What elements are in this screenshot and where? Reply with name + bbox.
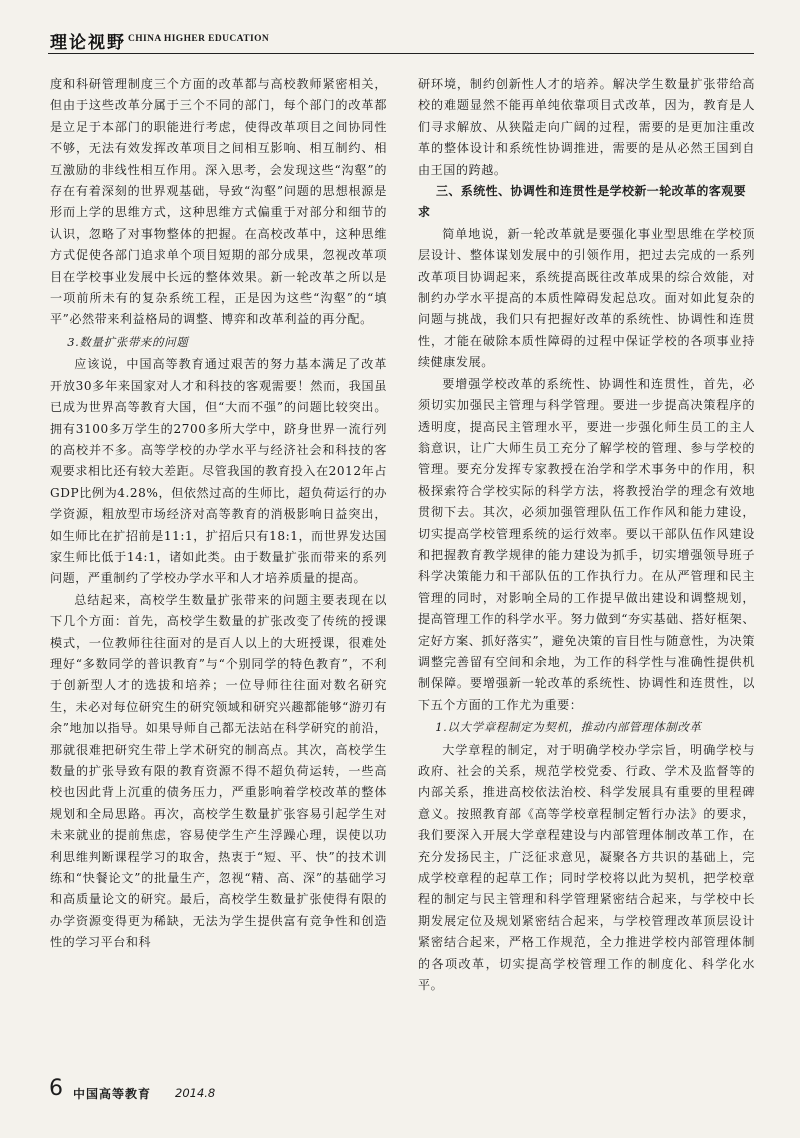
paragraph: 度和科研管理制度三个方面的改革都与高校教师紧密相关，但由于这些改革分属于三个不同的部门，每个部门的改革都是立足于本部门的职能进行考虑，使得改革项目之间协同性不够，无法有效发挥改革项目之间相互影响、相互制约、相互激励的非线性相互作用。深入思考，会发现这些“沟壑”的存在有着深刻的世界观基础，导致“沟壑”问题的思想根源是形而上学的思维方式，这种思维方式偏重于对部分和细节的认识，忽略了对事物整体的把握。在高校改革中，这种思维方式促使各部门追求单个项目短期的部分成果，忽视改革项目在学校事业发展中长远的整体效果。新一轮改革之所以是一项前所未有的复杂系统工程，正是因为这些“沟壑”的“填平”必然带来利益格局的调整、博弈和改革利益的再分配。 — [50, 77, 387, 327]
paragraph: 应该说，中国高等教育通过艰苦的努力基本满足了改革开放30多年来国家对人才和科技的客观需要！然而，我国虽已成为世界高等教育大国，但“大而不强”的问题比较突出。拥有3100多万学生的2700多所大学中，跻身世界一流行列的高校并不多。高等学校的办学水平与经济社会和科技的客观要求相比还有较大差距。尽管我国的教育投入在2012年占GDP比例为4.28%，但依然过高的生师比，超负荷运行的办学资源，粗放型市场经济对高等教育的消极影响日益突出，如生师比在扩招前是11:1，扩招后只有18:1，而世界发达国家生师比低于14:1，诸如此类。由于数量扩张而带来的系列问题，严重制约了学校办学水平和人才培养质量的提高。 — [50, 357, 387, 586]
subheading: 3.数量扩张带来的问题 — [67, 334, 189, 349]
paragraph: 大学章程的制定，对于明确学校办学宗旨，明确学校与政府、社会的关系，规范学校党委、行政、学术及监督等的内部关系，推进高校依法治校、科学发展具有重要的里程碑意义。按照教育部《高等学校章程制定暂行办法》的要求，我们要深入开展大学章程建设与内部管理体制改革工作，在充分发扬民主，广泛征求意见，凝聚各方共识的基础上，完成学校章程的起草工作；同时学校将以此为契机，把学校章程的制定与民主管理和科学管理紧密结合起来，与学校中长期发展定位及规划紧密结合起来，与学校管理改革顶层设计紧密结合起来，严格工作规范，全力推进学校内部管理体制的各项改革，切实提高学校管理工作的制度化、科学化水平。 — [418, 742, 755, 993]
journal-name: 中国高等教育 — [73, 1087, 152, 1101]
paragraph: 研环境，制约创新性人才的培养。解决学生数量扩张带给高校的难题显然不能再单纯依靠项目式改革，因为，教育是人们寻求解放、从狭隘走向广阔的过程，需要的是更加注重改革的整体设计和系统性协调推进，需要的是从必然王国到自由王国的跨越。 — [418, 77, 755, 177]
left-column — [50, 74, 387, 954]
paragraph: 简单地说，新一轮改革就是要强化事业型思维在学校顶层设计、整体谋划发展中的引领作用，把过去完成的一系列改革项目协调起来，系统提高既往改革成果的综合效能，对制约办学水平提高的本质性障碍发起总攻。面对如此复杂的问题与挑战，我们只有把握好改革的系统性、协调性和连贯性，才能在破除本质性障碍的过程中保证学校的各项事业持续健康发展。 — [418, 226, 755, 370]
journal-english-name: CHINA HIGHER EDUCATION — [128, 34, 270, 44]
header-rule — [48, 53, 754, 54]
subheading: 1.以大学章程制定为契机，推动内部管理体制改革 — [435, 720, 702, 735]
running-header — [48, 28, 754, 54]
paragraph: 要增强学校改革的系统性、协调性和连贯性，首先，必须切实加强民主管理与科学管理。要进一步提高决策程序的透明度，提高民主管理水平，要进一步强化师生员工的主人翁意识，让广大师生员工充分了解学校的管理、参与学校的管理。要充分发挥专家教授在治学和学术事务中的作用，积极探索符合学校实际的科学方法，将教授治学的理念有效地贯彻下去。其次，必须加强管理队伍工作作风和能力建设，切实提高学校管理系统的运行效率。要以干部队伍作风建设和把握教育教学规律的能力建设为抓手，切实增强领导班子科学决策能力和干部队伍的工作执行力。在从严管理和民主管理的同时，对影响全局的工作提早做出建设和调整规划，提高管理工作的科学水平。努力做到“夯实基础、搭好框架、定好方案、抓好落实”，避免决策的盲目性与随意性，为决策调整完善留有空间和余地，为工作的科学性与准确性提供机制保障。要增强新一轮改革的系统性、协调性和连贯性，以下五个方面的工作尤为重要： — [418, 376, 755, 712]
right-column — [418, 74, 755, 996]
issue-number: 2014.8 — [175, 1086, 216, 1100]
section-heading: 三、系统性、协调性和连贯性是学校新一轮改革的客观要求 — [418, 184, 747, 220]
section-title: 理论视野 — [50, 33, 126, 53]
page-number: 6 — [49, 1076, 63, 1101]
paragraph: 总结起来，高校学生数量扩张带来的问题主要表现在以下几个方面：首先，高校学生数量的扩张改变了传统的授课模式，一位教师往往面对的是百人以上的大班授课，很难处理好“多数同学的普识教育”与“个别同学的特色教育”，不利于创新型人才的选拔和培养；一位导师往往面对数名研究生，未必对每位研究生的研究领域和研究兴趣都能够“游刃有余”地加以指导。如果导师自己都无法站在科学研究的前沿，那就很难把研究生带上学术研究的制高点。其次，高校学生数量的扩张导致有限的教育资源不得不超负荷运转，一些高校也因此背上沉重的债务压力，严重影响着学校改革的整体规划和全局思路。再次，高校学生数量扩张容易引起学生对未来就业的提前焦虑，容易使学生产生浮躁心理，误使以功利思维判断课程学习的取舍，热衷于“短、平、快”的技术训练和“快餐论文”的批量生产，忽视“精、高、深”的基础学习和高质量论文的研究。最后，高校学生数量扩张使得有限的办学资源变得更为稀缺，无法为学生提供富有竞争性和创造性的学习平台和科 — [50, 592, 387, 950]
